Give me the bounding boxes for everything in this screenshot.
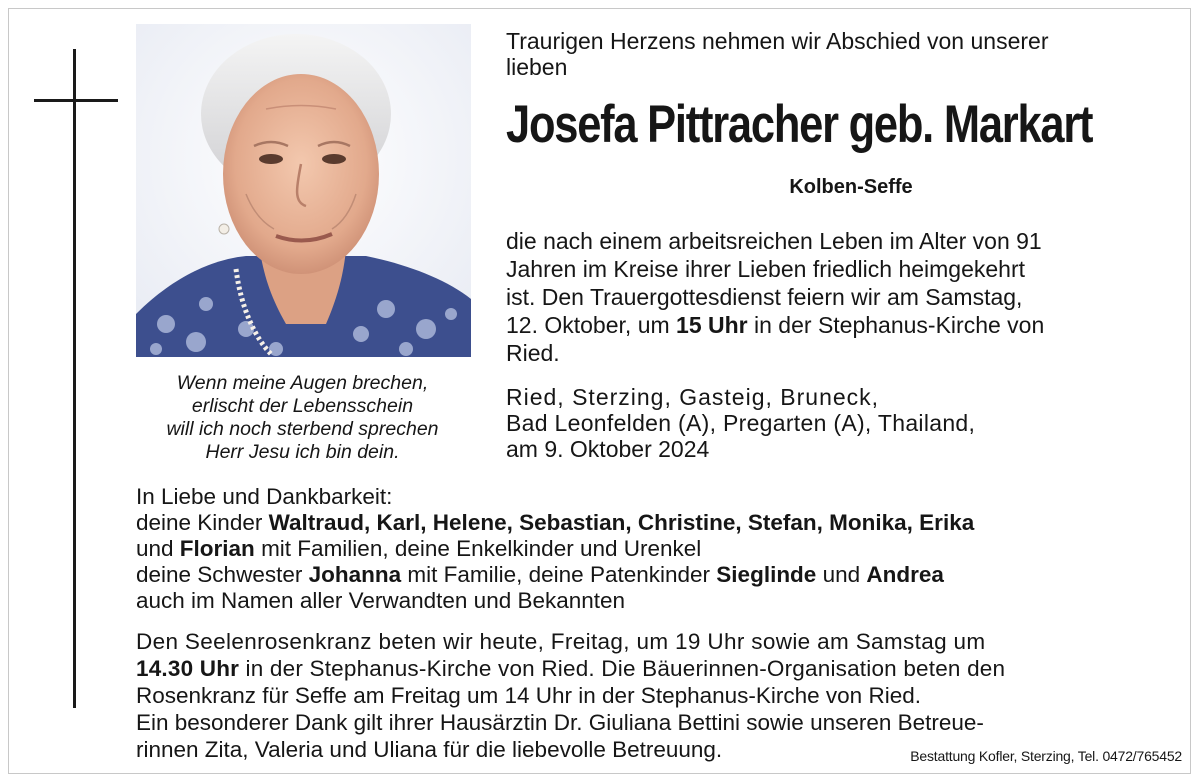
undertaker-contact: Bestattung Kofler, Sterzing, Tel. 0472/765452	[910, 748, 1182, 764]
portrait-photo	[136, 24, 471, 357]
text-span: in der Stephanus-Kirche von	[747, 312, 1045, 338]
family-block	[136, 484, 1176, 614]
time-bold: 15 Uhr	[676, 312, 748, 338]
places-line: Ried, Sterzing, Gasteig, Bruneck,	[506, 384, 880, 410]
bottom-line: Den Seelenrosenkranz beten wir heute, Freitag, um 19 Uhr sowie am Samstag um	[136, 629, 986, 654]
text-span: mit Familien, deine Enkelkinder und Urenkel	[254, 536, 702, 561]
text-span: mit Familie, deine Patenkinder	[401, 562, 717, 587]
cross-icon-bar	[34, 99, 118, 102]
text-span: und	[816, 562, 867, 587]
intro-line: lieben	[506, 54, 568, 80]
bottom-line: Ein besonderer Dank gilt ihrer Hausärztin Dr. Giuliana Bettini sowie unseren Betreue-	[136, 710, 984, 735]
main-line: ist. Den Trauergottesdienst feiern wir am Samstag,	[506, 284, 1023, 310]
family-line: auch im Namen aller Verwandten und Bekannten	[136, 588, 626, 613]
cross-icon	[73, 49, 76, 708]
places-line: Bad Leonfelden (A), Pregarten (A), Thailand,	[506, 410, 976, 436]
places-date	[506, 384, 1176, 462]
bottom-line: rinnen Zita, Valeria und Uliana für die liebevolle Betreuung.	[136, 737, 723, 762]
names-bold: Johanna	[308, 562, 402, 587]
nickname-text: Kolben-Seffe	[789, 176, 913, 198]
deceased-name: Josefa Pittracher geb. Markart	[506, 95, 1093, 154]
time-bold: 14.30 Uhr	[136, 656, 240, 681]
family-line: In Liebe und Dankbarkeit:	[136, 484, 393, 509]
text-span: in der Stephanus-Kirche von Ried. Die Bäuerinnen-Organisation beten den	[239, 656, 1006, 681]
verse-line: Wenn meine Augen brechen,	[176, 372, 429, 394]
main-line: Jahren im Kreise ihrer Lieben friedlich heimgekehrt	[506, 256, 1026, 282]
text-span: 12. Oktober, um	[506, 312, 677, 338]
verse-line: erlischt der Lebensschein	[191, 395, 414, 417]
intro-text	[506, 28, 1186, 80]
rosary-thanks-block	[136, 628, 1166, 763]
bottom-line	[136, 655, 1166, 682]
main-line	[506, 311, 1168, 339]
verse	[130, 372, 475, 464]
text-span: deine Kinder	[136, 510, 269, 535]
family-line	[136, 562, 1176, 588]
names-bold: Sieglinde	[716, 562, 817, 587]
names-bold: Florian	[179, 536, 255, 561]
names-bold: Andrea	[866, 562, 944, 587]
main-line: die nach einem arbeitsreichen Leben im Alter von 91	[506, 228, 1042, 254]
text-span: und	[136, 536, 180, 561]
names-bold: Waltraud, Karl, Helene, Sebastian, Christine, Stefan, Monika, Erika	[268, 510, 975, 535]
main-line: Ried.	[506, 340, 560, 366]
family-line	[136, 536, 1176, 562]
date-line: am 9. Oktober 2024	[506, 436, 710, 462]
main-text	[506, 227, 1168, 367]
intro-line: Traurigen Herzens nehmen wir Abschied von unserer	[506, 28, 1049, 54]
family-line	[136, 510, 1176, 536]
bottom-line: Rosenkranz für Seffe am Freitag um 14 Uhr in der Stephanus-Kirche von Ried.	[136, 683, 921, 708]
text-span: deine Schwester	[136, 562, 309, 587]
verse-line: will ich noch sterbend sprechen	[166, 418, 439, 440]
verse-line: Herr Jesu ich bin dein.	[205, 441, 400, 463]
nickname	[506, 176, 1186, 199]
